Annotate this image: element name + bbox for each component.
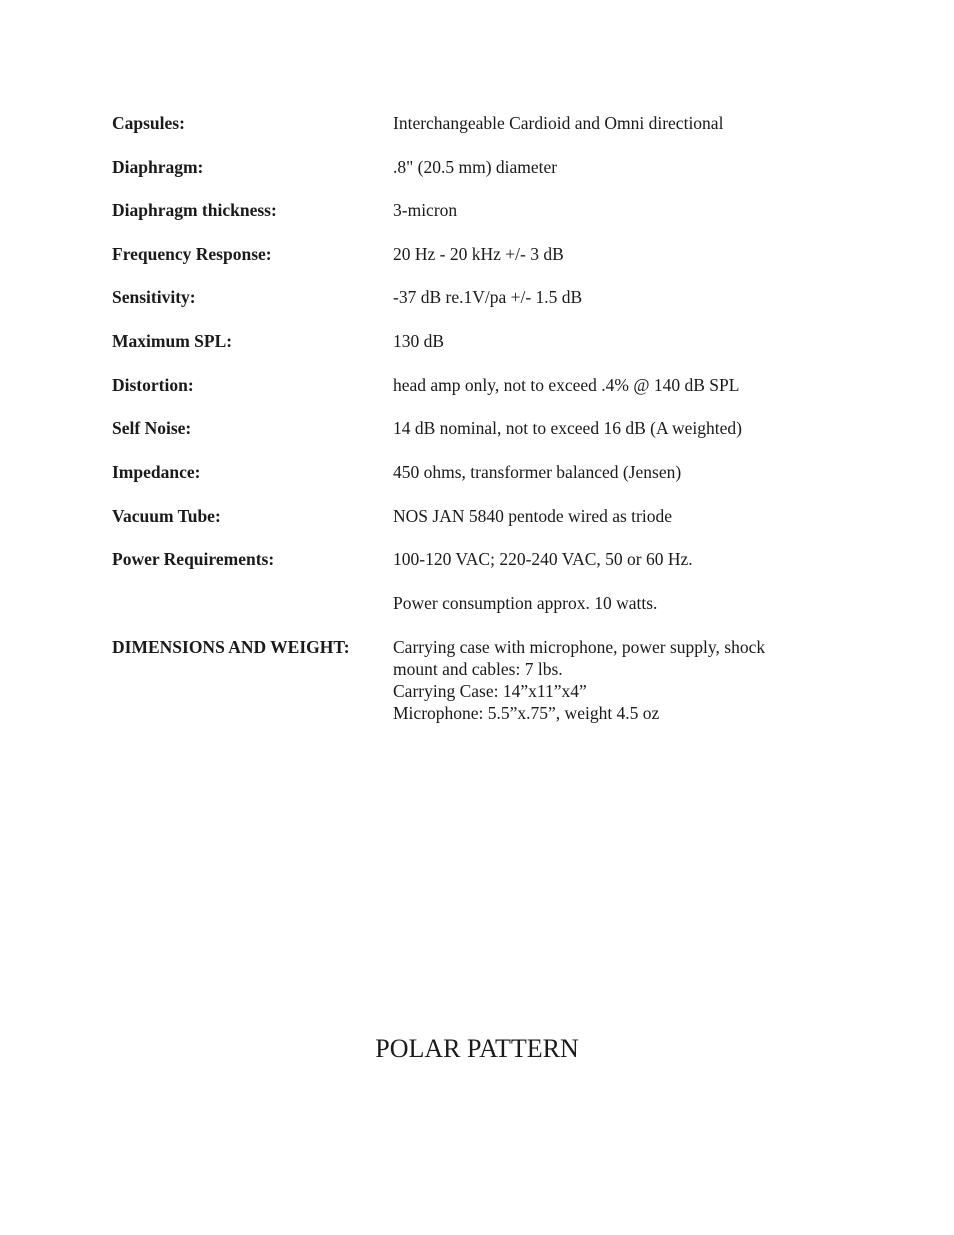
dimensions-line: mount and cables: 7 lbs. [393,659,563,679]
spec-value: -37 dB re.1V/pa +/- 1.5 dB [393,287,583,307]
spec-row-diaphragm [112,156,813,178]
spec-row-power-requirements [112,548,813,570]
spec-value: 3-micron [393,200,458,220]
spec-value: 20 Hz - 20 kHz +/- 3 dB [393,244,564,264]
spec-row-self-noise [112,417,813,439]
spec-label: Distortion: [112,375,194,395]
spec-value: Interchangeable Cardioid and Omni directional [393,113,724,133]
spec-label [112,592,393,614]
spec-value: head amp only, not to exceed .4% @ 140 dB SPL [393,375,740,395]
spec-value: .8" (20.5 mm) diameter [393,157,558,177]
spec-row-frequency-response [112,243,813,265]
spec-row-distortion [112,374,813,396]
spec-row-sensitivity [112,286,813,308]
spec-row-dimensions-and-weight [112,636,813,724]
spec-label: Self Noise: [112,418,192,438]
spec-label: Frequency Response: [112,244,272,264]
spec-value: 100-120 VAC; 220-240 VAC, 50 or 60 Hz. [393,549,693,569]
spec-value: 450 ohms, transformer balanced (Jensen) [393,462,682,482]
spec-value: 130 dB [393,331,445,351]
dimensions-line: Carrying Case: 14”x11”x4” [393,681,587,701]
dimensions-line: Microphone: 5.5”x.75”, weight 4.5 oz [393,703,660,723]
section-title: POLAR PATTERN [375,1034,579,1063]
spec-value: 14 dB nominal, not to exceed 16 dB (A weighted) [393,418,742,438]
spec-label: Sensitivity: [112,287,196,307]
spec-label: Capsules: [112,113,185,133]
spec-row-vacuum-tube [112,505,813,527]
spec-row-diaphragm-thickness [112,199,813,221]
spec-value: NOS JAN 5840 pentode wired as triode [393,506,672,526]
spec-row-power-consumption [112,592,813,614]
spec-label: Diaphragm: [112,157,204,177]
spec-row-impedance [112,461,813,483]
spec-label: Diaphragm thickness: [112,200,277,220]
spec-value: Power consumption approx. 10 watts. [393,593,658,613]
spec-label: DIMENSIONS AND WEIGHT: [112,637,350,657]
spec-row-capsules [112,112,813,134]
spec-label: Maximum SPL: [112,331,233,351]
spec-row-maximum-spl [112,330,813,352]
spec-label: Impedance: [112,462,201,482]
spec-label: Power Requirements: [112,549,275,569]
dimensions-line: Carrying case with microphone, power supply, shock [393,637,766,657]
spec-label: Vacuum Tube: [112,506,221,526]
spec-value-multiline [393,636,813,724]
